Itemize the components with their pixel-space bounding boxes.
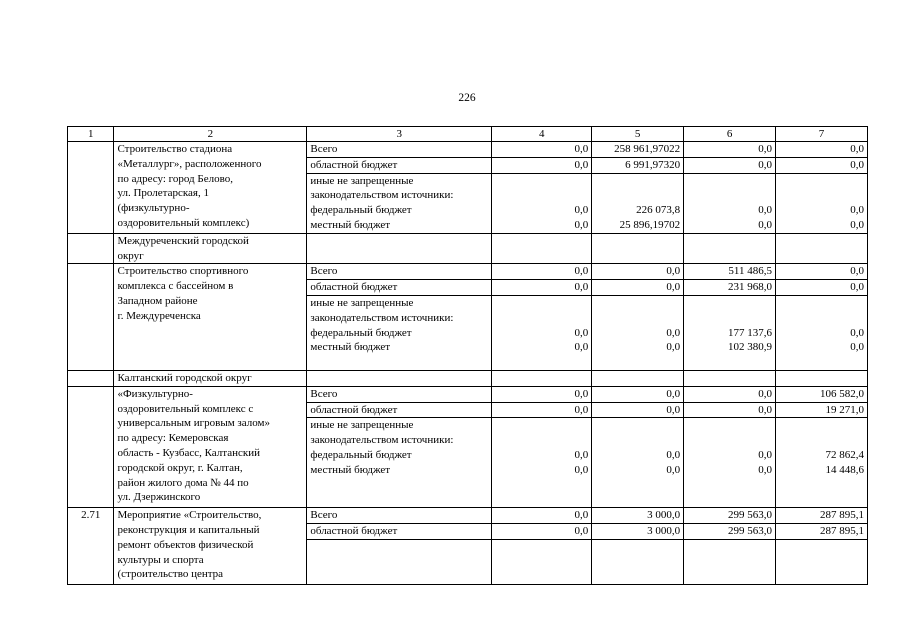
object-name-line: городской округ, г. Калтан, [117,461,243,474]
value-line: 0,0 [758,448,773,461]
value-cell: 0,0 [492,523,592,539]
source-cell [307,173,492,233]
value-line [779,418,864,433]
value-line [687,174,772,189]
value-cell: 0,0 [492,508,592,524]
value-line [495,296,588,311]
source-cell: Всего [307,386,492,402]
index-cell [68,142,114,234]
value-cell: 0,0 [684,402,776,418]
source-line [310,355,488,370]
value-line [687,555,772,570]
object-name-line: г. Междуреченска [117,309,201,322]
value-line [495,188,588,203]
value-cell: 299 563,0 [684,508,776,524]
source-cell: Всего [307,508,492,524]
value-cell: 0,0 [776,264,868,280]
source-line: иные не запрещенные [310,174,414,187]
value-line: 0,0 [758,463,773,476]
value-line [495,569,588,584]
value-line: 0,0 [574,341,589,354]
source-cell: областной бюджет [307,523,492,539]
value-line [495,355,588,370]
value-cell [684,539,776,584]
value-cell: 0,0 [684,157,776,173]
value-cell [592,539,684,584]
empty-cell [307,233,492,264]
section-title-cell [114,370,307,386]
object-name-cell [114,264,307,371]
value-line [495,418,588,433]
value-cell: 106 582,0 [776,386,868,402]
object-name-line: ул. Дзержинского [117,491,201,504]
value-line: 0,0 [850,204,864,217]
source-line: иные не запрещенные [310,419,414,432]
index-cell [68,264,114,371]
value-cell: 6 991,97320 [592,157,684,173]
value-cell: 231 968,0 [684,280,776,296]
value-line: 226 073,8 [636,204,681,217]
source-line [310,555,488,570]
value-line [495,540,588,555]
value-line [779,555,864,570]
index-cell [68,386,114,507]
object-name-line: (физкультурно- [117,202,190,215]
empty-cell [592,233,684,264]
value-line [595,540,680,555]
empty-cell [307,370,492,386]
value-cell [684,295,776,370]
section-row [68,233,868,264]
value-line: 72 862,4 [825,448,864,461]
empty-cell [684,233,776,264]
object-name-line: оздоровительный комплекс с [117,402,254,415]
source-line [310,569,488,584]
table-row [68,264,868,280]
value-line [595,355,680,370]
value-line [779,569,864,584]
object-name-line: (строительство центра [117,568,224,581]
value-cell: 0,0 [776,157,868,173]
source-cell [307,295,492,370]
value-line [779,478,864,493]
value-line [595,478,680,493]
source-cell [307,539,492,584]
source-cell: Всего [307,142,492,158]
value-line [779,355,864,370]
object-name-line: культуры и спорта [117,553,204,566]
section-title-line: Междуреченский городской [117,234,249,247]
object-name-line: по адресу: Кемеровская [117,432,229,445]
value-cell: 258 961,97022 [592,142,684,158]
value-cell [492,295,592,370]
source-line: местный бюджет [310,341,391,354]
object-name-cell [114,142,307,234]
value-line: 0,0 [574,326,589,339]
value-line: 0,0 [850,341,864,354]
value-cell: 287 895,1 [776,508,868,524]
section-title-line: округ [117,249,144,262]
header-cell: 4 [492,127,592,142]
value-cell: 0,0 [492,402,592,418]
object-name-line: Мероприятие «Строительство, [117,509,262,522]
value-line [595,569,680,584]
value-line [595,174,680,189]
value-line [595,555,680,570]
table-row [68,508,868,524]
value-line: 0,0 [666,341,681,354]
value-line: 0,0 [574,463,589,476]
value-line: 25 896,19702 [619,218,681,231]
object-name-line: универсальным игровым залом» [117,417,270,430]
value-line [595,311,680,326]
object-name-line: район жилого дома № 44 по [117,476,249,489]
value-line [495,492,588,507]
value-line: 0,0 [758,204,773,217]
source-line: иные не запрещенные [310,296,414,309]
empty-cell [684,370,776,386]
source-cell: областной бюджет [307,402,492,418]
section-row [68,370,868,386]
source-line: федеральный бюджет [310,448,412,461]
empty-cell [492,370,592,386]
object-name-line: ул. Пролетарская, 1 [117,187,209,200]
value-cell: 0,0 [684,142,776,158]
source-line: федеральный бюджет [310,204,412,217]
value-line [687,569,772,584]
value-line: 0,0 [850,326,864,339]
object-name-line: область - Кузбасс, Калтанский [117,446,260,459]
value-cell: 299 563,0 [684,523,776,539]
header-row [68,127,868,142]
value-line [595,492,680,507]
value-cell [776,173,868,233]
value-line [687,296,772,311]
empty-cell [776,370,868,386]
value-cell [684,418,776,508]
index-cell [68,370,114,386]
value-cell [592,418,684,508]
header-cell: 6 [684,127,776,142]
empty-cell [592,370,684,386]
value-line [495,311,588,326]
value-line [595,188,680,203]
source-line [310,540,488,555]
header-cell: 7 [776,127,868,142]
object-name-line: Западном районе [117,294,198,307]
value-line [779,296,864,311]
object-name-cell [114,386,307,507]
value-line [687,188,772,203]
value-cell [492,539,592,584]
value-line [687,478,772,493]
value-line [495,555,588,570]
value-cell: 0,0 [776,280,868,296]
source-line: федеральный бюджет [310,326,412,339]
object-name-line: Строительство спортивного [117,265,249,278]
value-line [595,418,680,433]
value-cell: 0,0 [492,142,592,158]
table-row [68,142,868,158]
value-cell [684,173,776,233]
value-cell: 0,0 [776,142,868,158]
value-line [495,433,588,448]
value-line: 0,0 [666,326,681,339]
header-cell: 5 [592,127,684,142]
header-cell: 1 [68,127,114,142]
index-cell: 2.71 [68,508,114,585]
value-line [687,540,772,555]
value-line: 177 137,6 [728,326,773,339]
object-name-cell [114,508,307,585]
header-cell: 3 [307,127,492,142]
value-line [779,540,864,555]
source-cell: областной бюджет [307,280,492,296]
page-number: 226 [458,92,476,104]
value-cell [592,295,684,370]
source-cell [307,418,492,508]
value-line [495,174,588,189]
section-title-line: Калтанский городской округ [117,371,252,384]
value-line [595,296,680,311]
object-name-line: оздоровительный комплекс) [117,216,250,229]
value-cell: 0,0 [684,386,776,402]
value-line [779,311,864,326]
value-line: 0,0 [666,463,681,476]
source-line: местный бюджет [310,463,391,476]
value-cell [492,418,592,508]
value-cell: 0,0 [592,386,684,402]
value-cell: 0,0 [492,264,592,280]
object-name-line: «Металлург», расположенного [117,157,262,170]
value-cell [776,418,868,508]
value-line: 0,0 [758,218,773,231]
value-line [495,478,588,493]
value-cell: 287 895,1 [776,523,868,539]
source-line [310,478,488,493]
value-cell: 0,0 [592,402,684,418]
value-line [595,433,680,448]
value-line: 14 448,6 [825,463,864,476]
value-line: 0,0 [850,218,864,231]
object-name-line: по адресу: город Белово, [117,172,233,185]
value-line [779,174,864,189]
source-cell: областной бюджет [307,157,492,173]
section-title-cell [114,233,307,264]
value-line: 0,0 [666,448,681,461]
value-line [687,311,772,326]
value-cell [776,539,868,584]
source-line: законодательством источники: [310,434,454,447]
value-line [687,492,772,507]
value-cell: 511 486,5 [684,264,776,280]
source-cell: Всего [307,264,492,280]
value-line [687,418,772,433]
value-cell [492,173,592,233]
value-line: 0,0 [574,218,589,231]
value-line [779,492,864,507]
value-cell: 0,0 [592,264,684,280]
value-cell: 0,0 [492,280,592,296]
empty-cell [492,233,592,264]
source-line: законодательством источники: [310,311,454,324]
index-cell [68,233,114,264]
object-name-line: Строительство стадиона [117,143,233,155]
value-cell [592,173,684,233]
value-line: 0,0 [574,204,589,217]
value-cell: 0,0 [492,386,592,402]
value-cell: 3 000,0 [592,523,684,539]
value-line [687,355,772,370]
value-cell: 19 271,0 [776,402,868,418]
value-cell: 3 000,0 [592,508,684,524]
value-line [779,433,864,448]
value-line: 102 380,9 [728,341,773,354]
budget-table [67,126,868,585]
table-body [68,127,868,585]
object-name-line: реконструкция и капитальный [117,523,260,536]
value-line [687,433,772,448]
source-line: местный бюджет [310,218,391,231]
value-cell [776,295,868,370]
value-line [779,188,864,203]
empty-cell [776,233,868,264]
value-cell: 0,0 [492,157,592,173]
header-cell: 2 [114,127,307,142]
object-name-line: «Физкультурно- [117,387,193,400]
value-line: 0,0 [574,448,589,461]
table-row [68,386,868,402]
source-line [310,492,488,507]
object-name-line: комплекса с бассейном в [117,280,234,293]
value-cell: 0,0 [592,280,684,296]
source-line: законодательством источники: [310,189,454,202]
object-name-line: ремонт объектов физической [117,538,254,551]
